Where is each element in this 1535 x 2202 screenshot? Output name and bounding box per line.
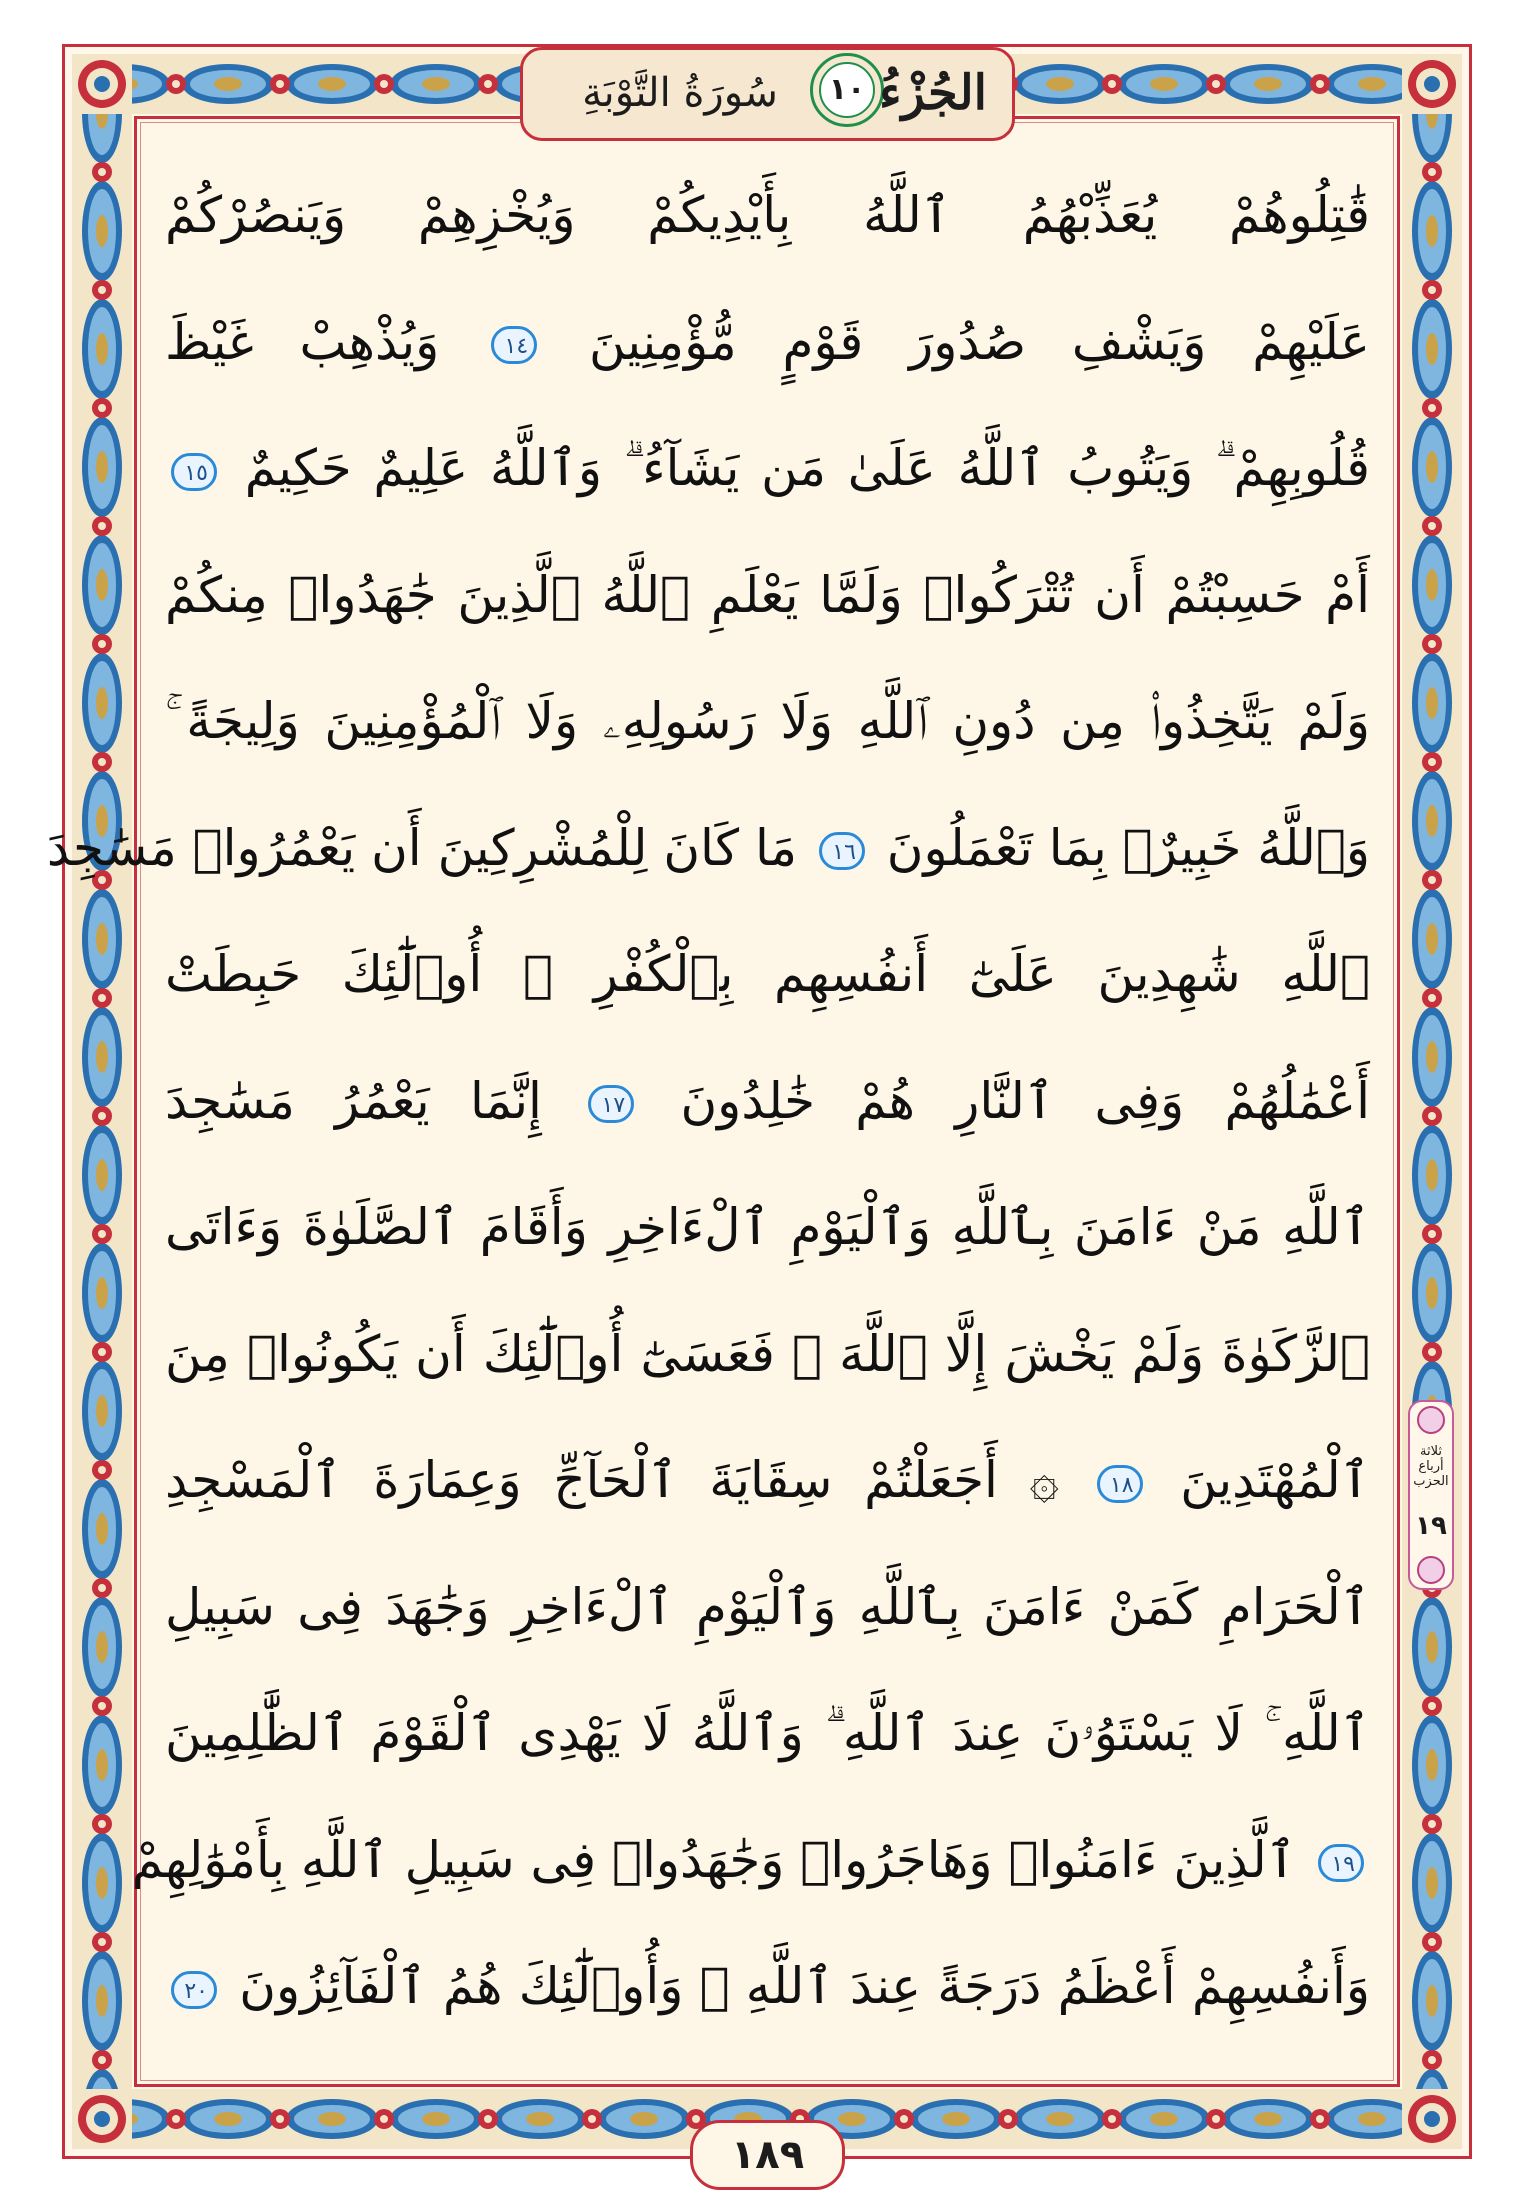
juz-label: الجُزْءُ xyxy=(879,65,987,121)
hizb-number: ١٩ xyxy=(1415,1511,1447,1541)
flower-icon xyxy=(1417,1556,1445,1584)
quran-line-text: عَلَيْهِمْ وَيَشْفِ صُدُورَ قَوْمٍ مُّؤْمِنِينَ xyxy=(589,312,1370,371)
quran-line xyxy=(165,919,1370,1029)
surah-name: سُورَةُ التَّوْبَةِ xyxy=(582,70,778,116)
ayah-number-marker: ١٦ xyxy=(819,832,865,870)
quran-line xyxy=(165,540,1370,650)
corner-rosette-icon xyxy=(72,54,132,114)
ayah-number-marker: ١٤ xyxy=(491,326,537,364)
quran-line-text: أَعْمَٰلُهُمْ وَفِى ٱلنَّارِ هُمْ خَٰلِدُونَ xyxy=(680,1071,1370,1130)
quran-line-text: وَلَمْ يَتَّخِذُوا۟ مِن دُونِ ٱللَّهِ وَلَا رَسُولِهِۦ وَلَا ٱلْمُؤْمِنِينَ وَلِيجَةً ۚ xyxy=(165,692,1370,750)
corner-rosette-icon xyxy=(1402,2089,1462,2149)
quran-line xyxy=(165,1425,1370,1535)
quran-line-text: ٱلزَّكَوٰةَ وَلَمْ يَخْشَ إِلَّا ٱللَّهَ ۖ فَعَسَىٰٓ أُو۟لَٰٓئِكَ أَن يَكُونُوا۟ مِنَ xyxy=(165,1324,1370,1383)
quran-line-text: ٱلَّذِينَ ءَامَنُوا۟ وَهَاجَرُوا۟ وَجَٰهَدُوا۟ فِى سَبِيلِ ٱللَّهِ بِأَمْوَٰلِهِمْ xyxy=(131,1830,1297,1889)
quran-line-text: مَا كَانَ لِلْمُشْرِكِينَ أَن يَعْمُرُوا۟ مَسَٰجِدَ xyxy=(46,818,797,877)
quran-line xyxy=(165,1931,1370,2041)
quran-text-block xyxy=(46,160,1370,2060)
ayah-number-marker: ١٧ xyxy=(588,1085,634,1123)
quran-line-text: قَٰتِلُوهُمْ يُعَذِّبْهُمُ ٱللَّهُ بِأَيْدِيكُمْ وَيُخْزِهِمْ وَيَنصُرْكُمْ xyxy=(165,186,1370,244)
quran-line-text: ٱللَّهِ ۚ لَا يَسْتَوُۥنَ عِندَ ٱللَّهِ ۗ وَٱللَّهُ لَا يَهْدِى ٱلْقَوْمَ ٱلظَّٰلِمِينَ xyxy=(165,1704,1370,1762)
hizb-label: ثلاثة أرباع الحزب xyxy=(1413,1444,1449,1489)
quran-line-text: وَأَنفُسِهِمْ أَعْظَمُ دَرَجَةً عِندَ ٱللَّهِ ۚ وَأُو۟لَٰٓئِكَ هُمُ ٱلْفَآئِزُونَ xyxy=(239,1957,1370,2015)
quran-line-text: ٱلْمُهْتَدِينَ xyxy=(1180,1451,1370,1509)
quran-line-text: ٱلْحَرَامِ كَمَنْ ءَامَنَ بِٱللَّهِ وَٱلْيَوْمِ ٱلْءَاخِرِ وَجَٰهَدَ فِى سَبِيلِ xyxy=(165,1577,1370,1636)
quran-line xyxy=(131,1805,1370,1915)
corner-rosette-icon xyxy=(1402,54,1462,114)
ayah-number-marker: ١٩ xyxy=(1318,1844,1364,1882)
ayah-number-marker: ٢٠ xyxy=(171,1971,217,2009)
quran-line-text: إِنَّمَا يَعْمُرُ مَسَٰجِدَ xyxy=(165,1071,542,1130)
quran-line xyxy=(165,160,1370,270)
ayah-number-marker: ١٨ xyxy=(1097,1465,1143,1503)
quran-line xyxy=(165,1678,1370,1788)
corner-rosette-icon xyxy=(72,2089,132,2149)
quran-line xyxy=(165,1172,1370,1282)
ornament-right-border xyxy=(1402,54,1462,2149)
quran-line xyxy=(165,1552,1370,1662)
page-number: ١٨٩ xyxy=(730,2132,805,2178)
quran-line-text: ۞ أَجَعَلْتُمْ سِقَايَةَ ٱلْحَآجِّ وَعِمَارَةَ ٱلْمَسْجِدِ xyxy=(165,1451,1059,1509)
quran-line-text: أَمْ حَسِبْتُمْ أَن تُتْرَكُوا۟ وَلَمَّا يَعْلَمِ ٱللَّهُ ٱلَّذِينَ جَٰهَدُوا۟ مِنكُمْ xyxy=(165,565,1370,624)
juz-number: ١٠ xyxy=(819,62,875,118)
flower-icon xyxy=(1417,1406,1445,1434)
quran-line xyxy=(165,413,1370,523)
ayah-number-marker: ١٥ xyxy=(171,453,217,491)
quran-line-text: وَيُذْهِبْ غَيْظَ xyxy=(165,312,440,371)
quran-line-text: وَٱللَّهُ خَبِيرٌۢ بِمَا تَعْمَلُونَ xyxy=(886,818,1370,877)
ornament-left-border xyxy=(72,54,132,2149)
quran-line xyxy=(165,666,1370,776)
quran-line xyxy=(165,1299,1370,1409)
quran-line xyxy=(165,287,1370,397)
quran-line-text: ٱللَّهِ شَٰهِدِينَ عَلَىٰٓ أَنفُسِهِم بِٱلْكُفْرِ ۚ أُو۟لَٰٓئِكَ حَبِطَتْ xyxy=(165,945,1370,1003)
quran-line-text: ٱللَّهِ مَنْ ءَامَنَ بِٱللَّهِ وَٱلْيَوْمِ ٱلْءَاخِرِ وَأَقَامَ ٱلصَّلَوٰةَ وَءَاتَى xyxy=(165,1198,1370,1256)
quran-line xyxy=(46,793,1370,903)
quran-line xyxy=(165,1046,1370,1156)
quran-line-text: قُلُوبِهِمْ ۗ وَيَتُوبُ ٱللَّهُ عَلَىٰ مَن يَشَآءُ ۗ وَٱللَّهُ عَلِيمٌ حَكِيمٌ xyxy=(244,439,1370,497)
